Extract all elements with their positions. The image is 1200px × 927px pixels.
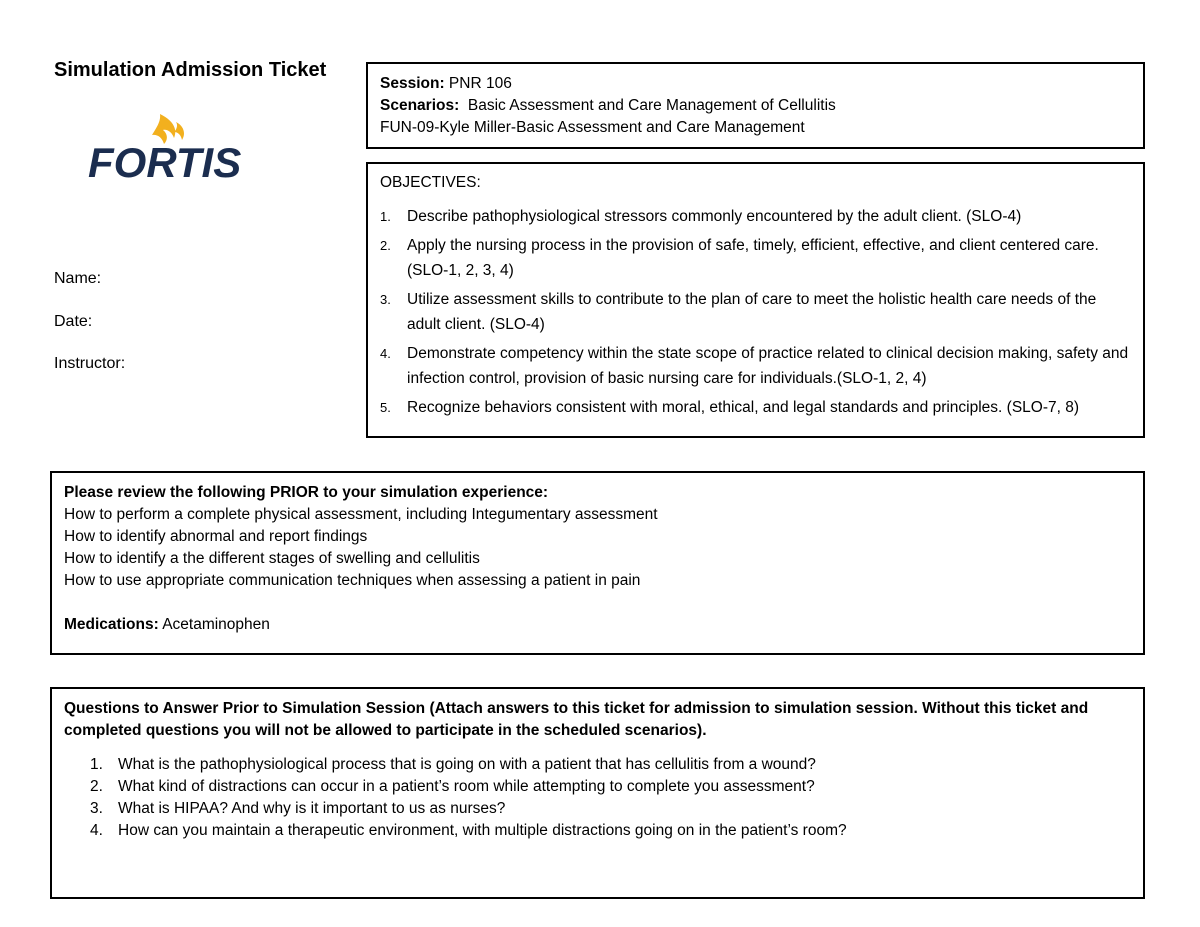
session-line xyxy=(380,73,1131,95)
review-box xyxy=(50,471,1145,655)
medications-value: Acetaminophen xyxy=(162,616,270,633)
question-item xyxy=(64,776,1131,798)
objective-item xyxy=(380,395,1131,421)
review-item: How to identify abnormal and report findings xyxy=(64,528,368,545)
review-item: How to perform a complete physical assessment, including Integumentary assessment xyxy=(64,506,658,523)
page-title: Simulation Admission Ticket xyxy=(54,59,327,81)
review-item: How to use appropriate communication techniques when assessing a patient in pain xyxy=(64,572,641,589)
scenarios-line xyxy=(380,95,1131,117)
questions-heading-line-1: Questions to Answer Prior to Simulation Session (Attach answers to this ticket for admission to simulation session. Without this ticket and xyxy=(64,700,1089,717)
spacer xyxy=(64,592,1131,614)
question-item xyxy=(64,798,1131,820)
question-text: What is the pathophysiological process that is going on with a patient that has cellulitis from a wound? xyxy=(118,756,816,773)
objective-number: 2. xyxy=(380,237,391,253)
objectives-box xyxy=(366,162,1145,438)
question-text: What is HIPAA? And why is it important to us as nurses? xyxy=(118,800,506,817)
question-item xyxy=(64,754,1131,776)
instructor-label: Instructor: xyxy=(54,355,126,372)
questions-list xyxy=(64,754,1131,842)
question-text: What kind of distractions can occur in a patient’s room while attempting to complete you assessment? xyxy=(118,778,815,795)
date-label: Date: xyxy=(54,313,93,330)
question-item xyxy=(64,820,1131,842)
objective-text: Demonstrate competency within the state scope of practice related to clinical decision making, safety and infection control, provision of basic nursing care for individuals.(SLO-1, 2, 4) xyxy=(407,344,1129,387)
objective-text: Describe pathophysiological stressors commonly encountered by the adult client. (SLO-4) xyxy=(407,208,1022,225)
objective-item xyxy=(380,233,1131,284)
name-label: Name: xyxy=(54,270,102,287)
review-heading: Please review the following PRIOR to your simulation experience: xyxy=(64,484,549,501)
objectives-heading: OBJECTIVES: xyxy=(380,174,481,191)
logo-wordmark: FORTIS xyxy=(88,139,242,184)
question-number: 4. xyxy=(90,822,103,839)
objective-text: Recognize behaviors consistent with moral, ethical, and legal standards and principles. (SLO-7, 8) xyxy=(407,398,1080,416)
objective-number: 5. xyxy=(380,399,391,415)
questions-heading-line-2: completed questions you will not be allowed to participate in the scheduled scenarios). xyxy=(64,722,707,739)
objective-text: Utilize assessment skills to contribute to the plan of care to meet the holistic health care needs of the adult client. (SLO-4) xyxy=(407,290,1097,333)
question-number: 2. xyxy=(90,778,103,795)
fortis-logo xyxy=(88,112,248,184)
scenarios-value: Basic Assessment and Care Management of Cellulitis xyxy=(467,97,836,114)
question-number: 1. xyxy=(90,756,103,773)
medications-label: Medications: xyxy=(64,616,159,633)
review-item: How to identify a the different stages of swelling and cellulitis xyxy=(64,550,480,567)
objective-number: 1. xyxy=(380,209,391,224)
objective-number: 3. xyxy=(380,291,391,307)
scenario-line-2: FUN-09-Kyle Miller-Basic Assessment and Care Management xyxy=(380,119,805,136)
objective-item xyxy=(380,341,1131,392)
objectives-list xyxy=(380,204,1131,420)
session-value: PNR 106 xyxy=(448,75,512,92)
session-label: Session: xyxy=(380,75,445,92)
session-box xyxy=(366,62,1145,149)
objective-text: Apply the nursing process in the provision of safe, timely, efficient, effective, and client centered care. (SLO-1, 2, 3, 4) xyxy=(407,236,1099,279)
medications-line xyxy=(64,614,1131,636)
scenarios-label: Scenarios: xyxy=(380,97,460,114)
questions-box xyxy=(50,687,1145,899)
question-text: How can you maintain a therapeutic environment, with multiple distractions going on in the patient’s room? xyxy=(118,822,847,839)
question-number: 3. xyxy=(90,800,103,817)
objective-item xyxy=(380,204,1131,230)
objective-number: 4. xyxy=(380,345,391,361)
objective-item xyxy=(380,287,1131,338)
